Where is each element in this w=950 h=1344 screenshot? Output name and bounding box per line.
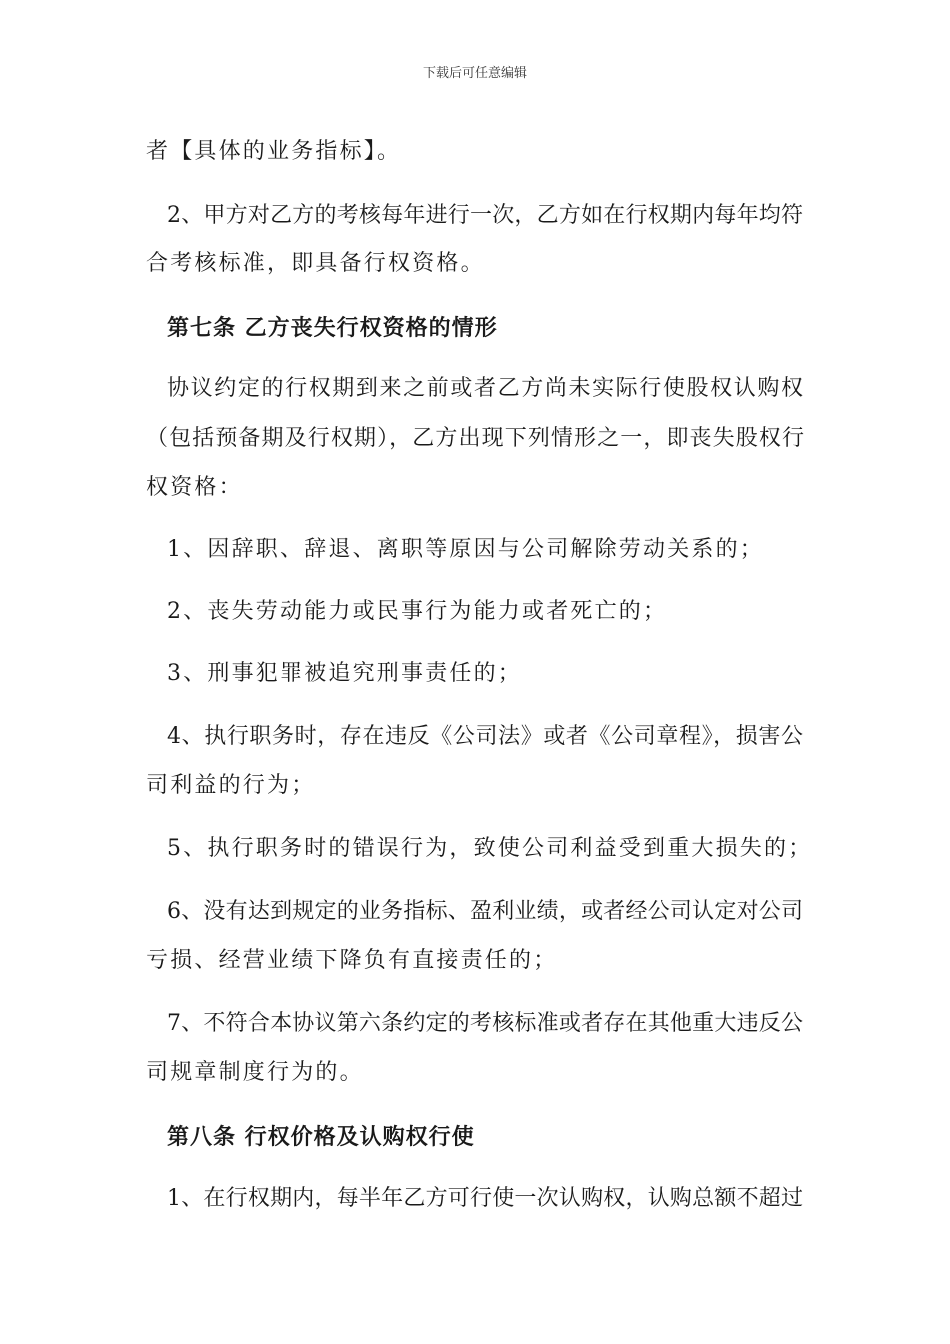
list-item-7: 7、不符合本协议第六条约定的考核标准或者存在其他重大违反公 [167,1011,803,1036]
text-line-1: 者【具体的业务指标】。 [146,139,402,164]
list-item-7-cont: 司规章制度行为的。 [146,1060,364,1085]
text-line-6: （包括预备期及行权期），乙方出现下列情形之一，即丧失股权行 [146,426,804,451]
text-line-2: 2、甲方对乙方的考核每年进行一次，乙方如在行权期内每年均符 [167,203,803,228]
page-header-note: 下载后可任意编辑 [422,66,527,81]
section-heading-article-7: 第七条 乙方丧失行权资格的情形 [167,315,498,341]
text-line-5: 协议约定的行权期到来之前或者乙方尚未实际行使股权认购权 [167,376,803,401]
list-item-6-cont: 亏损、经营业绩下降负有直接责任的； [146,948,558,973]
text-line-7: 权资格： [146,475,243,500]
list-item-4-cont: 司利益的行为； [146,773,316,798]
text-line-last: 1、在行权期内，每半年乙方可行使一次认购权，认购总额不超过 [167,1186,803,1211]
list-item-4: 4、执行职务时，存在违反《公司法》或者《公司章程》，损害公 [167,724,803,749]
list-item-2: 2、丧失劳动能力或民事行为能力或者死亡的； [167,599,668,624]
list-item-3: 3、刑事犯罪被追究刑事责任的； [167,661,522,686]
section-heading-article-8: 第八条 行权价格及认购权行使 [167,1124,475,1150]
list-item-5: 5、执行职务时的错误行为，致使公司利益受到重大损失的； [167,836,813,861]
text-line-3: 合考核标准，即具备行权资格。 [146,251,485,276]
list-item-6: 6、没有达到规定的业务指标、盈利业绩，或者经公司认定对公司 [167,899,803,924]
list-item-1: 1、因辞职、辞退、离职等原因与公司解除劳动关系的； [167,537,764,562]
